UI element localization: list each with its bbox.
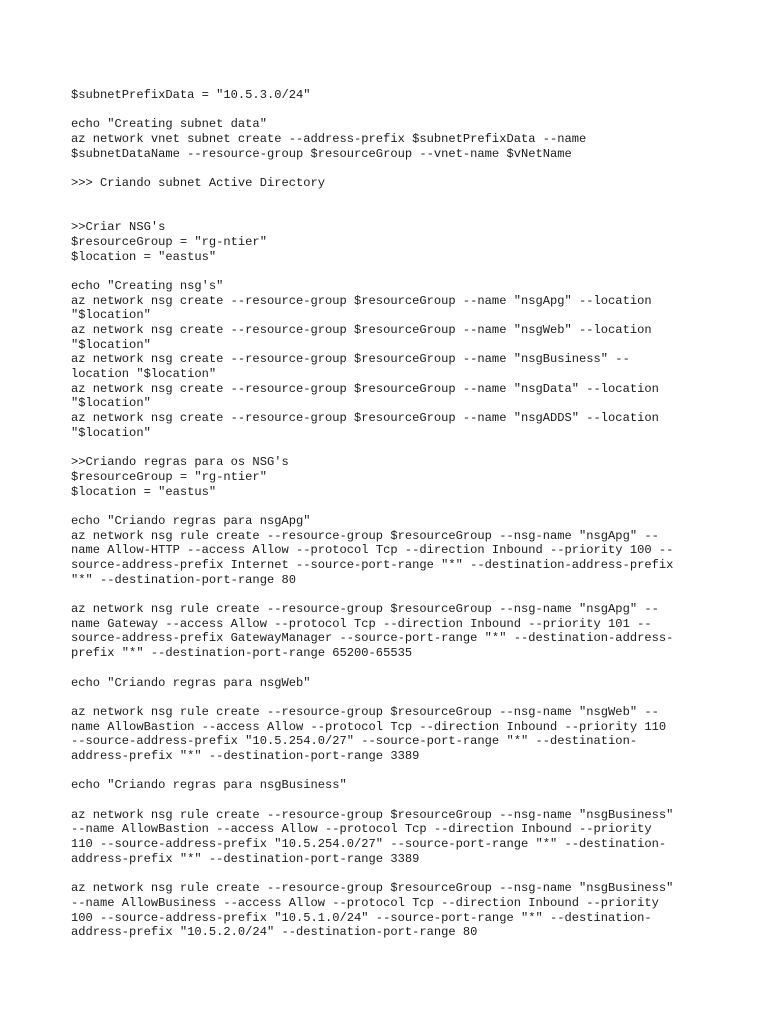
text-line	[71, 191, 711, 206]
text-line: 110 --source-address-prefix "10.5.254.0/27" --source-port-range "*" --destination-	[71, 837, 667, 852]
text-line: $location = "eastus"	[71, 484, 217, 499]
text-line: echo "Creating subnet data"	[71, 117, 267, 132]
text-line: source-address-prefix Internet --source-port-range "*" --destination-address-prefix	[71, 558, 674, 572]
text-line: echo "Criando regras para nsgWeb"	[71, 675, 311, 690]
text-line: $resourceGroup = "rg-ntier"	[71, 469, 267, 484]
text-line: "$location"	[71, 396, 151, 411]
text-line: --source-address-prefix "10.5.254.0/27" --source-port-range "*" --destination-	[71, 734, 638, 749]
text-line	[71, 764, 711, 779]
text-line: address-prefix "*" --destination-port-range 3389	[71, 748, 420, 763]
text-line: "$location"	[71, 425, 151, 440]
text-line: name Gateway --access Allow --protocol Tcp --direction Inbound --priority 101 --	[71, 616, 652, 631]
text-line: name Allow-HTTP --access Allow --protocol Tcp --direction Inbound --priority 100 --	[71, 543, 674, 558]
text-line: az network nsg rule create --resource-group $resourceGroup --nsg-name "nsgBusiness"	[71, 807, 674, 822]
text-line	[71, 206, 711, 221]
text-line: "$location"	[71, 308, 151, 323]
text-line: prefix "*" --destination-port-range 65200-65535	[71, 646, 413, 661]
text-line: >>Criando regras para os NSG's	[71, 455, 289, 470]
text-line: az network nsg create --resource-group $resourceGroup --name "nsgWeb" --location	[71, 323, 652, 337]
text-line: >>Criar NSG's	[71, 220, 166, 235]
text-line: --name AllowBusiness --access Allow --protocol Tcp --direction Inbound --priority	[71, 895, 659, 910]
text-line	[71, 866, 711, 881]
text-line: echo "Creating nsg's"	[71, 278, 224, 293]
text-line	[71, 264, 711, 279]
text-line: $resourceGroup = "rg-ntier"	[71, 234, 267, 249]
text-line: location "$location"	[71, 367, 217, 382]
text-line: az network vnet subnet create --address-prefix $subnetPrefixData --name	[71, 132, 587, 147]
text-line: $location = "eastus"	[71, 249, 217, 264]
text-line: $subnetPrefixData = "10.5.3.0/24"	[71, 88, 311, 102]
text-line: address-prefix "*" --destination-port-range 3389	[71, 851, 420, 866]
text-line: az network nsg rule create --resource-group $resourceGroup --nsg-name "nsgBusiness"	[71, 881, 674, 896]
text-line: 100 --source-address-prefix "10.5.1.0/24" --source-port-range "*" --destination-	[71, 910, 652, 925]
text-line	[71, 793, 711, 808]
text-line: az network nsg rule create --resource-group $resourceGroup --nsg-name "nsgApg" --	[71, 602, 659, 617]
text-line: echo "Criando regras para nsgApg"	[71, 513, 311, 528]
text-line	[71, 587, 711, 602]
text-line: az network nsg create --resource-group $resourceGroup --name "nsgApg" --location	[71, 293, 652, 308]
text-line: "$location"	[71, 337, 151, 352]
text-line	[71, 499, 711, 514]
text-line	[71, 690, 711, 705]
text-line: az network nsg rule create --resource-group $resourceGroup --nsg-name "nsgWeb" --	[71, 704, 659, 719]
text-line: az network nsg create --resource-group $resourceGroup --name "nsgBusiness" --	[71, 352, 630, 367]
text-line: echo "Criando regras para nsgBusiness"	[71, 778, 347, 793]
text-line: az network nsg rule create --resource-group $resourceGroup --nsg-name "nsgApg" --	[71, 528, 659, 543]
text-line	[71, 661, 711, 676]
text-line	[71, 161, 711, 176]
text-line: az network nsg create --resource-group $resourceGroup --name "nsgData" --location	[71, 381, 659, 396]
text-line	[71, 441, 711, 456]
text-line: >>> Criando subnet Active Directory	[71, 176, 326, 191]
script-text-block	[71, 88, 711, 940]
text-line: az network nsg create --resource-group $resourceGroup --name "nsgADDS" --location	[71, 411, 659, 426]
text-line: source-address-prefix GatewayManager --source-port-range "*" --destination-address-	[71, 631, 674, 646]
text-line: "*" --destination-port-range 80	[71, 572, 296, 587]
text-line: name AllowBastion --access Allow --protocol Tcp --direction Inbound --priority 110	[71, 719, 667, 734]
text-line: address-prefix "10.5.2.0/24" --destination-port-range 80	[71, 925, 478, 940]
text-line: --name AllowBastion --access Allow --protocol Tcp --direction Inbound --priority	[71, 822, 652, 837]
text-line	[71, 103, 711, 118]
text-line: $subnetDataName --resource-group $resourceGroup --vnet-name $vNetName	[71, 146, 572, 161]
